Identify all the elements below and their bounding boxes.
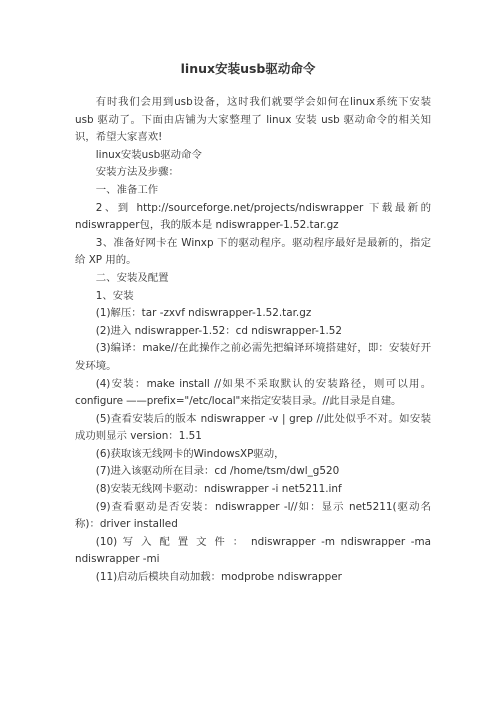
paragraph-install-heading: 1、安装 [95,289,134,302]
page-title: linux安装usb驱动命令 [180,61,316,76]
paragraph-extract: (1)解压：tar -zxvf ndiswrapper-1.52.tar.gz [95,307,312,320]
paragraph-enter-dir: (2)进入 ndiswrapper-1.52：cd ndiswrapper-1.52 [95,324,342,337]
paragraph-compile: (3)编译：make//在此操作之前必需先把编译环境搭建好，即：安装好开发环境。 [75,342,431,372]
article-body [75,94,431,587]
paragraph-step-2: 2、到 http://sourceforge.net/projects/ndiswrapper 下载最新的 ndiswrapper包，我的版本是 ndiswrapper-1.52.tar.gz [75,201,431,232]
paragraph-intro: 有时我们会用到usb设备，这时我们就要学会如何在linux系统下安装 usb 驱动了。下面由店铺为大家整理了 linux 安装 usb 驱动命令的相关知识，希望大家喜欢! [75,96,431,144]
paragraph-autoload: (11)启动后模块自动加载：modprobe ndiswrapper [95,571,342,584]
paragraph-enter-driver-dir: (7)进入该驱动所在目录：cd /home/tsm/dwl_g520 [95,465,340,478]
paragraph-check-version: (5)查看安装后的版本 ndiswrapper -v | grep //此处似乎不对。如安装成功则显示 version：1.51 [75,412,431,443]
paragraph-install-driver: (8)安装无线网卡驱动：ndiswrapper -i net5211.inf [95,483,342,496]
paragraph-get-driver: (6)获取该无线网卡的WindowsXP驱动， [95,447,285,460]
paragraph-subtitle: linux安装usb驱动命令 [95,148,202,161]
paragraph-make-install: (4)安装：make install //如果不采取默认的安装路径，则可以用。configure ——prefix="/etc/local"来指定安装目录。//此目录是自建。 [75,377,431,408]
paragraph-step-3: 3、准备好网卡在 Winxp 下的驱动程序。驱动程序最好是最新的，指定给 XP 用的。 [75,236,431,267]
paragraph-section-install: 二、安装及配置 [95,271,169,284]
paragraph-write-config: (10) 写 入 配 置 文 件 ： ndiswrapper -m ndiswrapper -ma ndiswrapper -mi [75,535,431,566]
paragraph-steps-heading: 安装方法及步骤： [95,166,179,179]
paragraph-check-driver: (9)查看驱动是否安装：ndiswrapper -l//如：显示 net5211(驱动名称)：driver installed [75,500,431,531]
paragraph-section-prepare: 一、准备工作 [95,183,159,196]
